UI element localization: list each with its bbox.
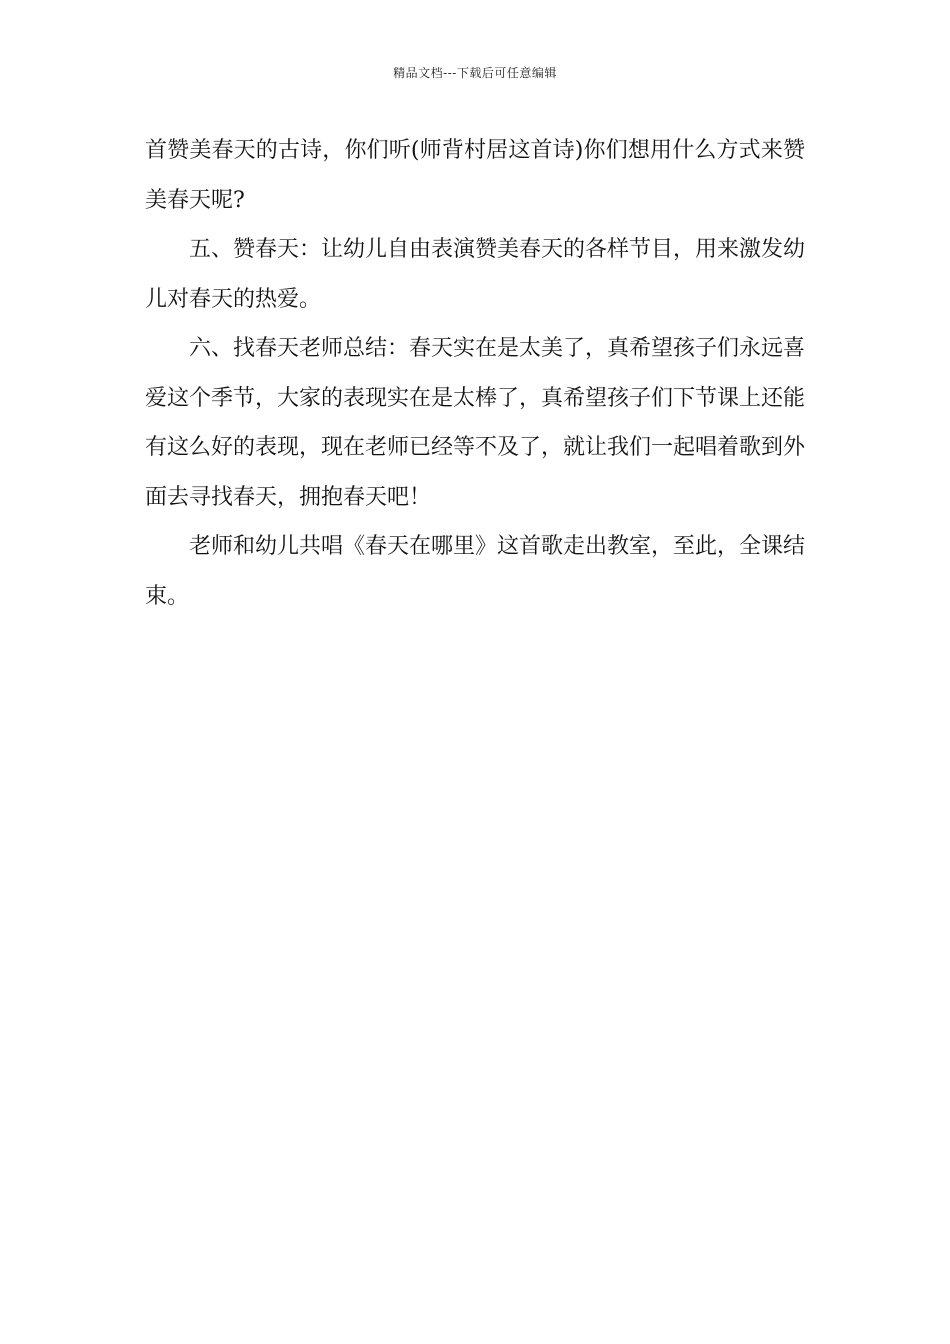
document-body — [145, 126, 805, 621]
page-header: 精品文档---下载后可任意编辑 — [393, 66, 557, 80]
paragraph-section-five: 五、赞春天：让幼儿自由表演赞美春天的各样节目，用来激发幼儿对春天的热爱。 — [145, 237, 806, 312]
paragraph-continuation: 首赞美春天的古诗，你们听(师背村居这首诗)你们想用什么方式来赞美春天呢? — [145, 138, 805, 213]
paragraph-closing: 老师和幼儿共唱《春天在哪里》这首歌走出教室，至此，全课结束。 — [145, 534, 806, 609]
paragraph-section-six: 六、找春天老师总结：春天实在是太美了，真希望孩子们永远喜爱这个季节，大家的表现实在是太棒了，真希望孩子们下节课上还能有这么好的表现，现在老师已经等不及了，就让我们一起唱着歌到外面去寻找春天，拥抱春天吧！ — [145, 336, 806, 510]
